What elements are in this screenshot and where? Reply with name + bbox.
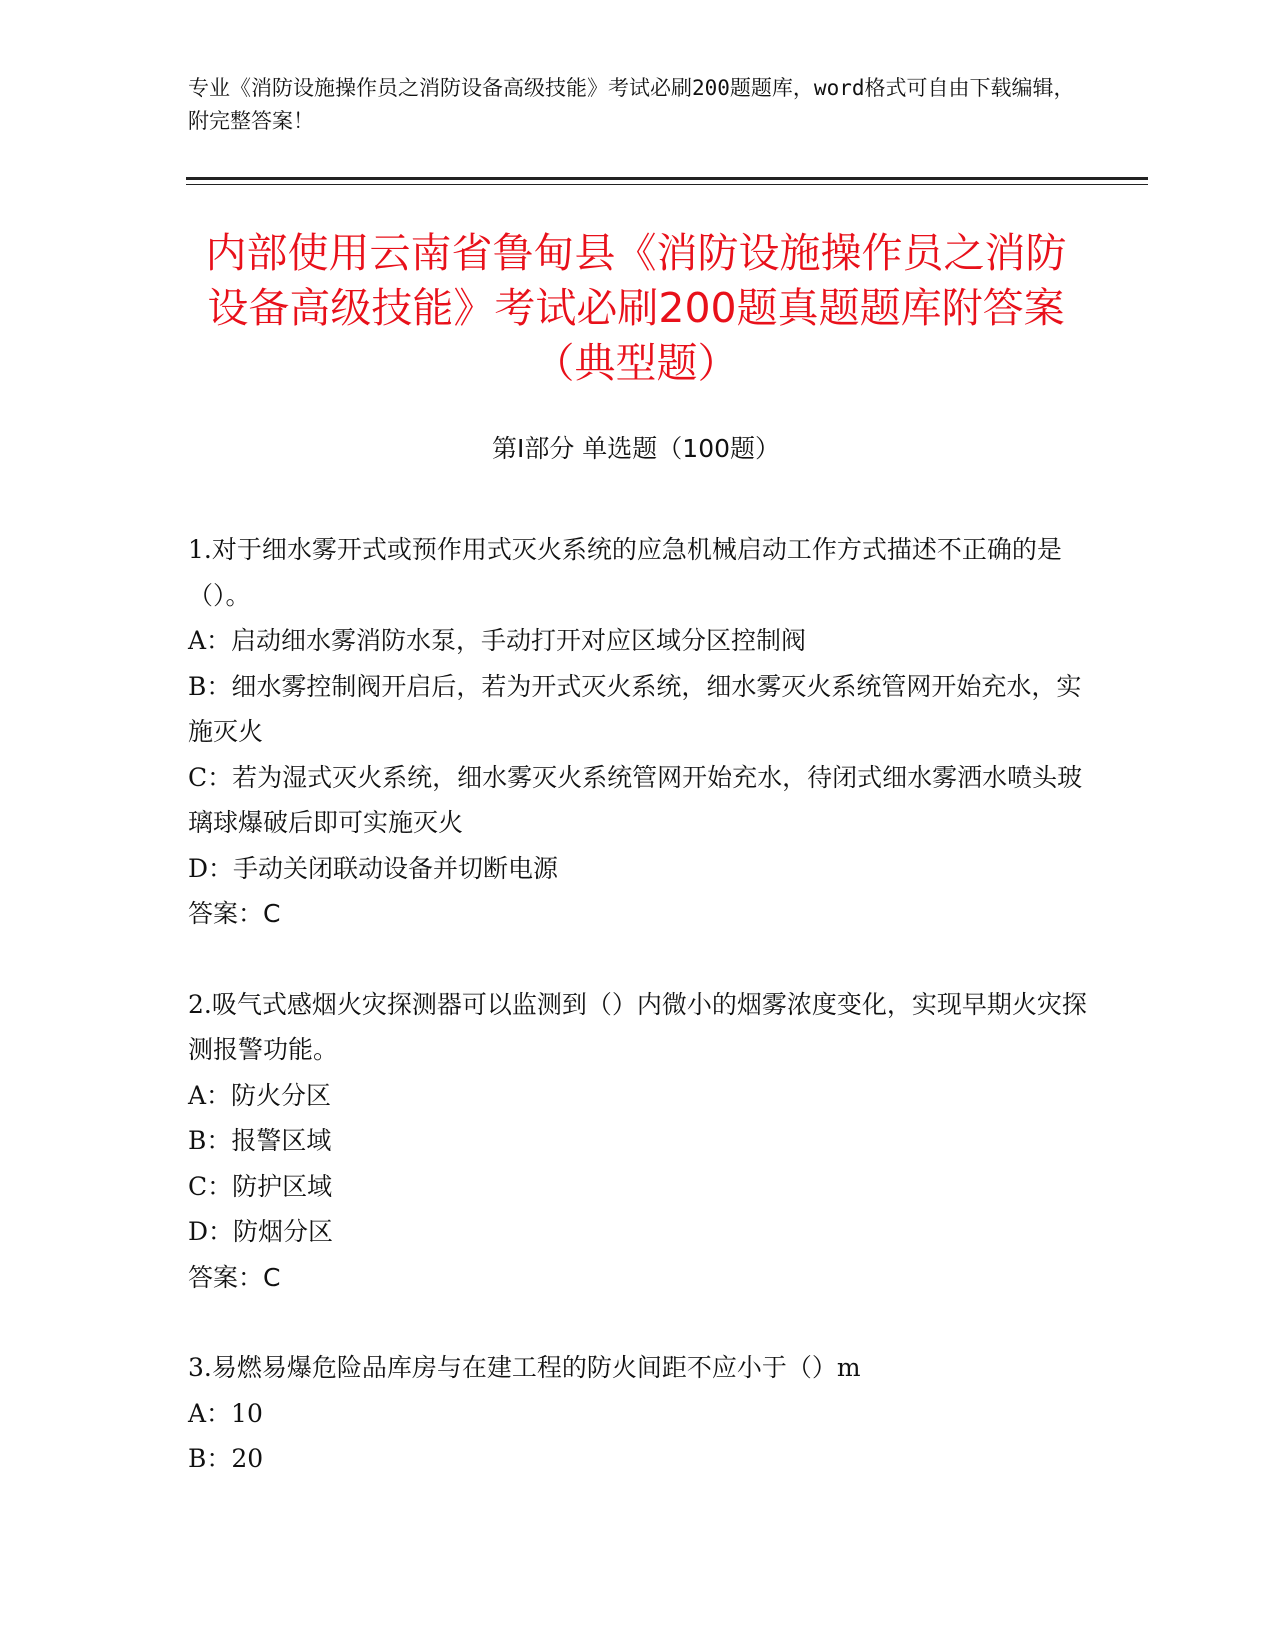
question-2: [188, 982, 1088, 1301]
question-1: [188, 527, 1088, 937]
question-option-c: C：若为湿式灭火系统，细水雾灭火系统管网开始充水，待闭式细水雾洒水喷头玻璃球爆破后即可实施灭火: [188, 762, 1083, 837]
question-stem: 2.吸气式感烟火灾探测器可以监测到（）内微小的烟雾浓度变化，实现早期火灾探测报警功能。: [188, 989, 1087, 1064]
question-option-d: D：手动关闭联动设备并切断电源: [188, 853, 559, 883]
question-option-a: A：防火分区: [188, 1080, 332, 1110]
header-note: 专业《消防设施操作员之消防设备高级技能》考试必刷200题题库，word格式可自由下载编辑，附完整答案！: [188, 76, 1075, 133]
question-answer: 答案：C: [188, 899, 281, 928]
question-stem: 3.易燃易爆危险品库房与在建工程的防火间距不应小于（）m: [188, 1353, 861, 1382]
question-option-d: D：防烟分区: [188, 1217, 334, 1246]
question-list: [188, 527, 1088, 1527]
question-option-b: B：细水雾控制阀开启后，若为开式灭火系统，细水雾灭火系统管网开始充水，实施灭火: [188, 671, 1082, 746]
question-3: [188, 1345, 1088, 1482]
question-option-b: B：20: [188, 1444, 264, 1473]
question-stem: 1.对于细水雾开式或预作用式灭火系统的应急机械启动工作方式描述不正确的是（）。: [188, 535, 1062, 610]
document-title: 内部使用云南省鲁甸县《消防设施操作员之消防设备高级技能》考试必刷200题真题题库附答案（典型题）: [205, 229, 1067, 387]
question-option-a: A：启动细水雾消防水泵，手动打开对应区域分区控制阀: [188, 626, 807, 655]
question-option-b: B：报警区域: [188, 1126, 332, 1155]
question-option-c: C：防护区域: [188, 1171, 333, 1201]
header-divider-thin: [186, 184, 1148, 185]
question-answer: 答案：C: [188, 1262, 281, 1292]
question-option-a: A：10: [188, 1398, 263, 1428]
header-divider-thick: [186, 177, 1148, 180]
section-title: 第Ⅰ部分 单选题（100题）: [491, 434, 781, 463]
